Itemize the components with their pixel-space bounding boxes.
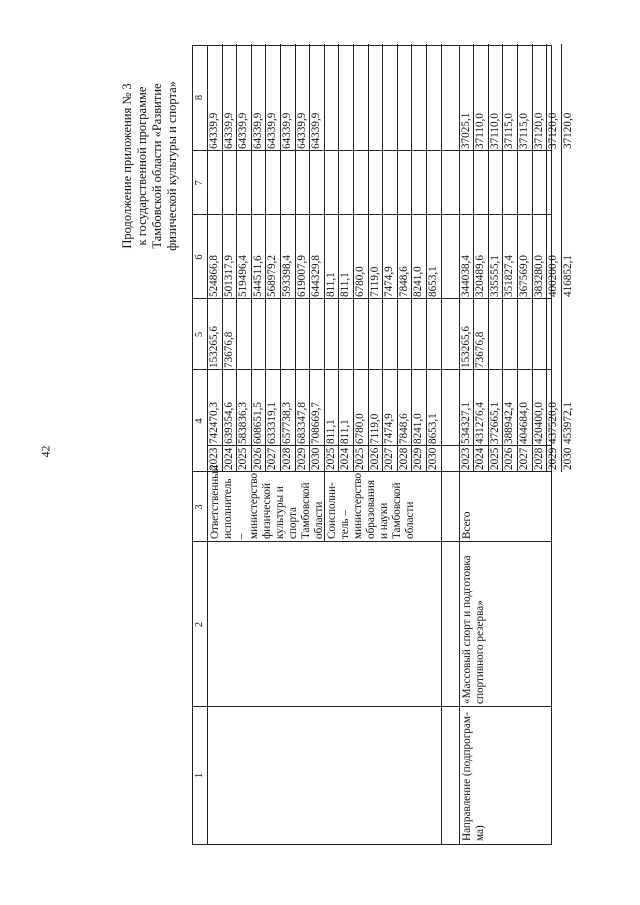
cell-year: 2030	[310, 447, 323, 470]
header-cell: 1	[194, 772, 205, 779]
cell-c4: 657738,3	[281, 402, 293, 444]
cell-c4: 683347,8	[295, 402, 308, 444]
cell-c8: 64339,9	[251, 112, 264, 149]
cell-year: 2027	[383, 447, 396, 470]
cell-c6: 351827,4	[503, 255, 516, 297]
column-divider	[193, 298, 551, 299]
cell-c8: 37110,0	[474, 113, 487, 149]
cell-year: 2028	[397, 447, 410, 470]
cell-c4: 811,1	[324, 419, 337, 444]
cell-c8: 37120,0	[547, 112, 560, 149]
column-divider	[193, 369, 551, 370]
cell-c6: 416852,1	[561, 255, 574, 297]
cell-c4: 8241,0	[412, 413, 425, 444]
cell-c6: 335555,1	[488, 255, 501, 297]
cell-c6: 811,1	[324, 272, 337, 297]
group-col3-text: Всего	[460, 511, 473, 539]
cell-year: 2028	[281, 447, 293, 470]
cell-year: 2026	[251, 447, 264, 470]
cell-c6: 519496,4	[237, 255, 250, 297]
cell-c6: 400200,0	[547, 255, 560, 297]
group-col1-text: Направление (подпрограм-ма)	[460, 712, 486, 841]
row-line	[411, 44, 412, 472]
group-col3-text: Соисполни-тель – министерство образования и науки Тамбовской области	[325, 472, 416, 539]
cell-c4: 388942,4	[503, 402, 516, 444]
row-line	[353, 44, 354, 472]
page-number: 42	[38, 445, 53, 458]
group-col2-text: «Массовый спорт и подготовка спортивного резерва»	[460, 555, 486, 704]
cell-year: 2025	[237, 447, 250, 470]
cell-c6: 619007,9	[295, 255, 308, 297]
cell-c8: 37120,0	[532, 112, 545, 149]
cell-c5: 153265,6	[459, 326, 472, 368]
cell-c6: 7119,0	[368, 266, 381, 297]
cell-year: 2030	[427, 447, 439, 470]
group-col1-text	[325, 707, 442, 844]
group-col2-text	[325, 542, 442, 707]
cell-year: 2025	[354, 447, 366, 470]
cell-c4: 742470,3	[208, 402, 220, 444]
cell-c6: 8241,0	[412, 266, 425, 297]
cell-c4: 534327,1	[459, 402, 472, 444]
cell-c6: 568979,2	[266, 255, 279, 297]
cell-c4: 404684,0	[518, 402, 530, 444]
cell-year: 2027	[518, 447, 530, 470]
cell-year: 2024	[339, 447, 352, 470]
caption-line: физической культуры и спорта»	[165, 81, 179, 251]
cell-c8: 37025,1	[459, 112, 472, 149]
cell-c4: 811,1	[339, 419, 352, 444]
column-divider	[207, 445, 551, 446]
cell-c6: 644329,8	[310, 255, 323, 297]
cell-c5: 73676,8	[474, 331, 487, 368]
cell-c4: 583836,3	[237, 402, 250, 444]
cell-c8: 64339,9	[281, 112, 293, 149]
column-divider	[193, 150, 551, 151]
cell-c8: 64339,9	[310, 112, 323, 149]
cell-c8: 64339,9	[222, 112, 235, 149]
cell-c6: 320489,6	[474, 255, 487, 297]
header-cell: 3	[194, 504, 205, 510]
row-line	[382, 44, 383, 472]
caption-line: к государственной программе	[135, 86, 149, 246]
cell-c6: 811,1	[339, 272, 352, 297]
cell-c8: 64339,9	[237, 112, 250, 149]
cell-c8: 37115,0	[518, 113, 530, 149]
cell-c8: 64339,9	[266, 112, 279, 149]
cell-year: 2023	[208, 447, 220, 470]
cell-year: 2023	[459, 447, 472, 470]
group-col2-text	[208, 542, 325, 707]
cell-c5: 153265,6	[208, 326, 220, 368]
cell-c8: 64339,9	[295, 112, 308, 149]
cell-c4: 7474,9	[383, 413, 396, 444]
cell-c8: 37115,0	[503, 113, 516, 149]
cell-year: 2025	[488, 447, 501, 470]
cell-c4: 431276,4	[474, 402, 487, 444]
cell-c6: 6780,0	[354, 266, 366, 297]
cell-year: 2029	[547, 447, 560, 470]
header-cell: 8	[194, 94, 205, 101]
cell-c4: 453972,1	[561, 402, 574, 444]
cell-c6: 524866,8	[208, 255, 220, 297]
rotated-page-wrapper	[120, 45, 574, 845]
row-line	[397, 44, 398, 472]
header-cell: 6	[194, 254, 205, 260]
cell-year: 2026	[368, 447, 381, 470]
cell-c4: 372665,1	[488, 402, 501, 444]
row-line	[338, 44, 339, 472]
budget-table	[192, 45, 574, 845]
cell-c6: 593398,4	[281, 255, 293, 297]
cell-year: 2026	[503, 447, 516, 470]
column-divider	[193, 214, 551, 215]
group-col3-text: Ответственный исполнитель – министерство физической культуры и спорта Тамбовской области	[209, 465, 325, 539]
header-row	[193, 46, 208, 844]
cell-c6: 544511,6	[251, 255, 264, 297]
row-line	[426, 44, 427, 472]
row-line	[368, 44, 369, 472]
cell-c6: 7848,6	[397, 266, 410, 297]
cell-year: 2029	[412, 447, 425, 470]
cell-c6: 383280,0	[532, 255, 545, 297]
cell-c4: 437520,0	[547, 402, 560, 444]
cell-year: 2025	[324, 447, 337, 470]
cell-c5: 73676,8	[222, 331, 235, 368]
header-cell: 2	[194, 621, 205, 628]
caption-line: Продолжение приложения № 3	[120, 83, 134, 249]
cell-c6: 344038,4	[459, 255, 472, 297]
cell-c4: 6780,0	[354, 413, 366, 444]
cell-c6: 501317,9	[222, 255, 235, 297]
cell-c6: 367569,0	[518, 255, 530, 297]
group-separator	[441, 44, 442, 844]
cell-c4: 708669,7	[310, 402, 323, 444]
cell-c8: 37110,0	[488, 113, 501, 149]
cell-c4: 639354,6	[222, 402, 235, 444]
cell-c8: 37120,0	[561, 112, 574, 149]
cell-year: 2030	[561, 447, 574, 470]
cell-c8: 64339,9	[208, 112, 220, 149]
cell-c4: 8653,1	[427, 413, 439, 444]
header-cell: 4	[194, 418, 205, 424]
cell-year: 2024	[474, 447, 487, 470]
cell-c6: 7474,9	[383, 266, 396, 297]
cell-year: 2028	[532, 447, 545, 470]
appendix-caption	[120, 51, 180, 281]
cell-c4: 7119,0	[368, 413, 381, 444]
rotated-page	[120, 45, 574, 845]
cell-year: 2029	[295, 447, 308, 470]
caption-line: Тамбовской области «Развитие	[150, 83, 164, 249]
header-cell: 5	[194, 331, 205, 338]
cell-c4: 633319,1	[266, 402, 279, 444]
cell-year: 2024	[222, 447, 235, 470]
cell-c4: 420400,0	[532, 402, 545, 444]
cell-c6: 8653,1	[427, 266, 439, 297]
header-cell: 7	[194, 180, 205, 186]
cell-c4: 7848,6	[397, 413, 410, 444]
cell-c4: 608651,5	[251, 402, 264, 444]
cell-year: 2027	[266, 447, 279, 470]
group-col1-text	[208, 707, 325, 844]
